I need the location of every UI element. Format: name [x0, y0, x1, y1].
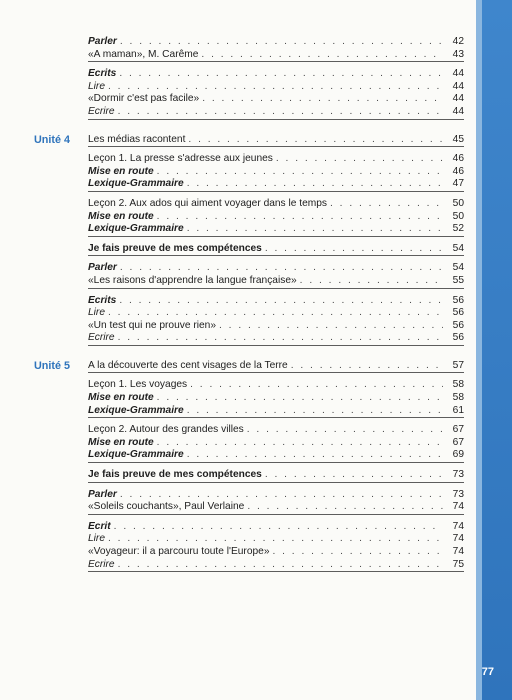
entry-title: «Les raisons d'apprendre la langue française»	[88, 274, 297, 286]
toc-entry[interactable]	[34, 559, 464, 572]
toc-entry[interactable]	[34, 424, 464, 437]
dot-leader	[202, 93, 443, 106]
entry-page-number: 67	[452, 436, 464, 448]
toc-group	[34, 424, 464, 462]
entry-title: Ecrire	[88, 105, 115, 117]
entry-page-number: 58	[452, 392, 464, 404]
toc-entry[interactable]	[34, 320, 464, 333]
toc-entry[interactable]	[34, 68, 464, 81]
entry-title: «Un test qui ne prouve rien»	[88, 319, 216, 331]
entry-page-number: 42	[452, 36, 464, 47]
entry-page-number: 54	[452, 242, 464, 254]
entry-title: Je fais preuve de mes compétences	[88, 469, 262, 481]
entry-page-number: 74	[452, 533, 464, 545]
entry-title: Leçon 1. Les voyages	[88, 379, 188, 391]
entry-title: «Soleils couchants», Paul Verlaine	[88, 501, 245, 513]
entry-page-number: 74	[452, 520, 464, 532]
entry-title: Mise en route	[88, 165, 154, 177]
entry-title: «Dormir c'est pas facile»	[88, 93, 200, 105]
toc-entry[interactable]	[34, 379, 464, 392]
toc-entry[interactable]	[34, 36, 464, 49]
dot-leader	[291, 360, 443, 373]
toc-group	[34, 198, 464, 236]
toc-entry[interactable]	[34, 360, 464, 373]
entry-page-number: 69	[452, 449, 464, 461]
entry-title: Leçon 2. Autour des grandes villes	[88, 424, 244, 436]
entry-title: Lire	[88, 80, 105, 92]
toc-group	[34, 153, 464, 191]
dot-leader	[272, 546, 443, 559]
dot-leader	[187, 405, 443, 418]
toc-entry[interactable]	[34, 81, 464, 94]
toc-entry[interactable]	[34, 521, 464, 534]
entry-title: «A maman», M. Carême	[88, 48, 199, 60]
toc-entry[interactable]	[34, 533, 464, 546]
page-edge-stripe	[482, 0, 512, 700]
toc-entry[interactable]	[34, 437, 464, 450]
toc-entry[interactable]	[34, 332, 464, 345]
entry-title: Lire	[88, 533, 105, 545]
entry-page-number: 61	[452, 404, 464, 416]
entry-title: Parler	[88, 36, 117, 47]
entry-title: Leçon 1. La presse s'adresse aux jeunes	[88, 153, 273, 165]
toc-entry[interactable]	[34, 392, 464, 405]
entry-title: Leçon 2. Aux ados qui aiment voyager dans le temps	[88, 197, 327, 209]
entry-page-number: 57	[452, 359, 464, 371]
dot-leader	[118, 332, 443, 345]
toc-group	[34, 262, 464, 287]
dot-leader	[187, 449, 443, 462]
dot-leader	[187, 223, 443, 236]
toc-entry[interactable]	[34, 93, 464, 106]
dot-leader	[219, 320, 443, 333]
entry-page-number: 52	[452, 223, 464, 235]
entry-title: Lexique-Grammaire	[88, 449, 184, 461]
entry-page-number: 56	[452, 319, 464, 331]
toc-entry[interactable]	[34, 211, 464, 224]
toc-entry[interactable]	[34, 166, 464, 179]
toc-entry[interactable]	[34, 295, 464, 308]
toc-entry[interactable]	[34, 178, 464, 191]
unit-spacer	[34, 345, 464, 353]
toc-entry[interactable]	[34, 262, 464, 275]
toc-entry[interactable]	[34, 501, 464, 514]
dot-leader	[157, 437, 443, 450]
entry-title: Mise en route	[88, 210, 154, 222]
dot-leader	[119, 68, 443, 81]
entry-page-number: 56	[452, 332, 464, 344]
dot-leader	[108, 307, 443, 320]
dot-leader	[120, 489, 443, 502]
dot-leader	[120, 36, 443, 49]
entry-title: A la découverte des cent visages de la Terre	[88, 359, 288, 371]
entry-page-number: 44	[452, 68, 464, 80]
entry-title: Lexique-Grammaire	[88, 404, 184, 416]
entry-title: Mise en route	[88, 436, 154, 448]
entry-title: Lexique-Grammaire	[88, 223, 184, 235]
toc-entry[interactable]	[34, 153, 464, 166]
entry-title: Ecrire	[88, 558, 115, 570]
toc-entry[interactable]	[34, 449, 464, 462]
entry-title: «Voyageur: il a parcouru toute l'Europe»	[88, 546, 270, 557]
dot-leader	[187, 178, 443, 191]
entry-page-number: 67	[452, 424, 464, 436]
entry-page-number: 45	[452, 133, 464, 145]
entry-page-number: 56	[452, 294, 464, 306]
toc-entry[interactable]	[34, 405, 464, 418]
toc-group	[34, 295, 464, 345]
toc-group	[34, 489, 464, 514]
entry-page-number: 75	[452, 558, 464, 570]
toc-group	[34, 36, 464, 61]
entry-page-number: 50	[452, 210, 464, 222]
dot-leader	[108, 533, 443, 546]
entry-page-number: 46	[452, 153, 464, 165]
entry-page-number: 47	[452, 178, 464, 190]
toc-group	[34, 360, 464, 373]
unit-label: Unité 5	[34, 359, 70, 372]
toc-group	[34, 68, 464, 118]
entry-page-number: 73	[452, 488, 464, 500]
toc-group	[34, 469, 464, 482]
entry-page-number: 44	[452, 105, 464, 117]
dot-leader	[118, 559, 443, 572]
toc-entry[interactable]	[34, 198, 464, 211]
dot-leader	[114, 521, 443, 534]
dot-leader	[118, 106, 443, 119]
unit-label: Unité 4	[34, 133, 70, 146]
dot-leader	[276, 153, 443, 166]
entry-page-number: 54	[452, 262, 464, 274]
dot-leader	[265, 243, 443, 256]
toc-entry[interactable]	[34, 546, 464, 559]
toc-entry[interactable]	[34, 134, 464, 147]
entry-title: Mise en route	[88, 392, 154, 404]
entry-page-number: 73	[452, 469, 464, 481]
dot-leader	[247, 424, 443, 437]
entry-title: Parler	[88, 262, 117, 274]
entry-title: Les médias racontent	[88, 133, 186, 145]
toc-group	[34, 379, 464, 417]
entry-page-number: 58	[452, 379, 464, 391]
entry-title: Lexique-Grammaire	[88, 178, 184, 190]
dot-leader	[188, 134, 443, 147]
unit-spacer	[34, 119, 464, 127]
toc-group	[34, 521, 464, 571]
dot-leader	[247, 501, 443, 514]
dot-leader	[157, 166, 443, 179]
entry-page-number: 55	[452, 274, 464, 286]
entry-page-number: 44	[452, 93, 464, 105]
toc-entry[interactable]	[34, 106, 464, 119]
dot-leader	[300, 275, 443, 288]
entry-page-number: 56	[452, 307, 464, 319]
entry-title: Lire	[88, 307, 105, 319]
dot-leader	[157, 392, 443, 405]
entry-title: Ecrits	[88, 68, 117, 80]
entry-title: Ecrire	[88, 332, 115, 344]
entry-title: Ecrit	[88, 520, 111, 532]
dot-leader	[265, 469, 443, 482]
dot-leader	[190, 379, 443, 392]
entry-page-number: 43	[452, 48, 464, 60]
dot-leader	[157, 211, 443, 224]
toc-entry[interactable]	[34, 223, 464, 236]
entry-page-number: 50	[452, 197, 464, 209]
entry-page-number: 74	[452, 546, 464, 557]
dot-leader	[330, 198, 443, 211]
dot-leader	[119, 295, 443, 308]
dot-leader	[201, 49, 443, 62]
entry-title: Parler	[88, 488, 117, 500]
toc-entry[interactable]	[34, 469, 464, 482]
dot-leader	[120, 262, 443, 275]
entry-title: Ecrits	[88, 294, 117, 306]
entry-page-number: 46	[452, 165, 464, 177]
entry-page-number: 74	[452, 501, 464, 513]
toc-entry[interactable]	[34, 243, 464, 256]
dot-leader	[108, 81, 443, 94]
toc-entry[interactable]	[34, 307, 464, 320]
table-of-contents	[34, 36, 464, 571]
entry-page-number: 44	[452, 80, 464, 92]
toc-entry[interactable]	[34, 49, 464, 62]
toc-entry[interactable]	[34, 489, 464, 502]
page-number: 77	[481, 666, 494, 678]
toc-entry[interactable]	[34, 275, 464, 288]
toc-group	[34, 243, 464, 256]
toc-group	[34, 134, 464, 147]
entry-title: Je fais preuve de mes compétences	[88, 242, 262, 254]
